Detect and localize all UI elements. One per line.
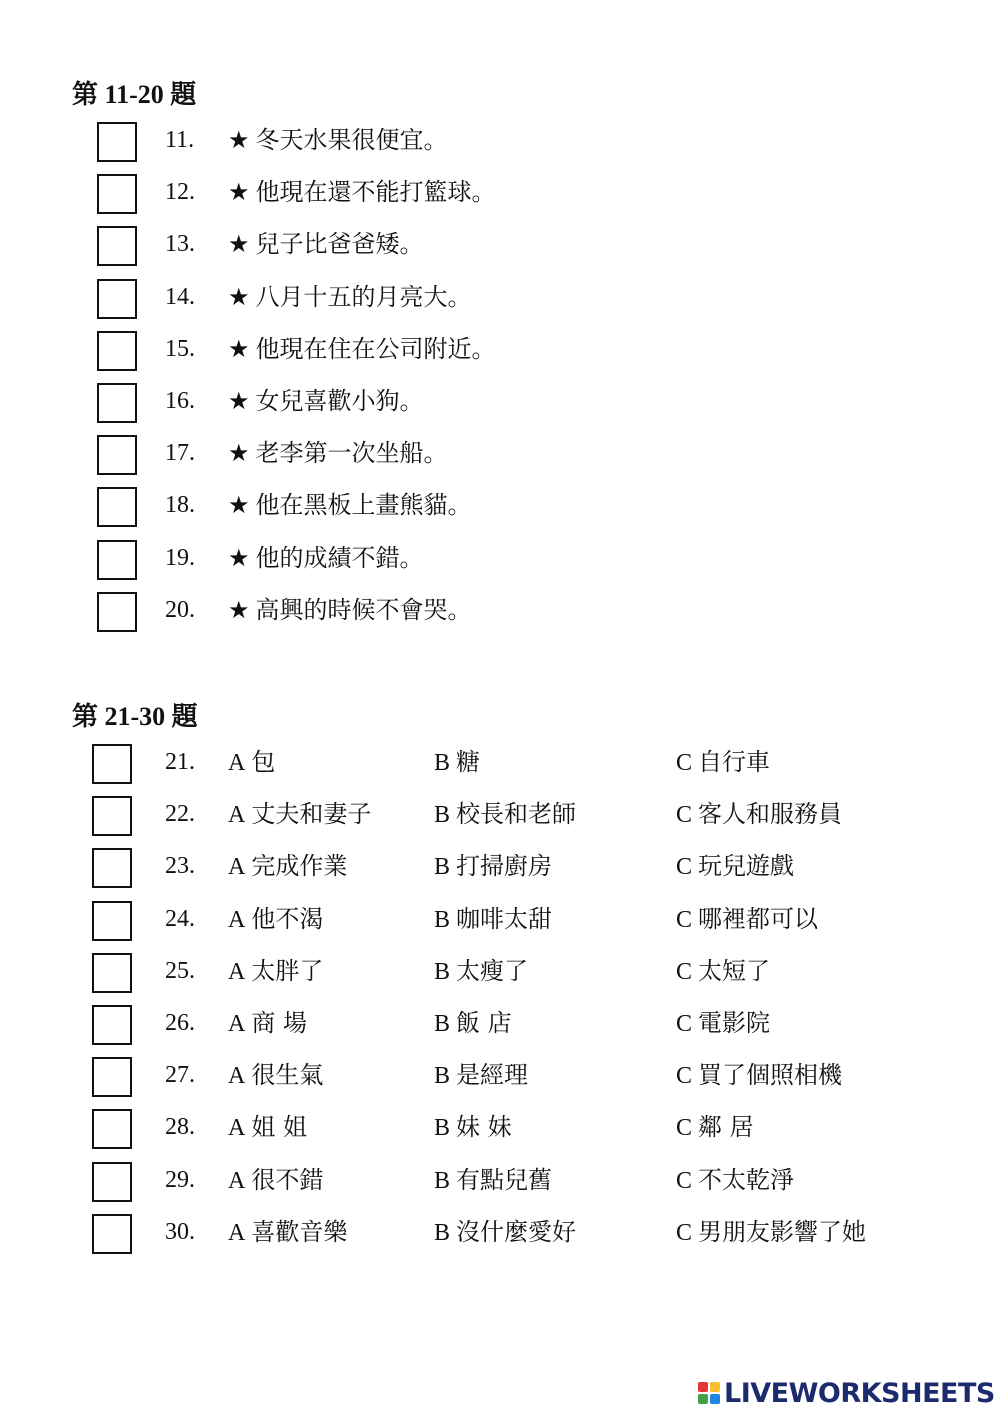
logo-square-blue xyxy=(710,1394,720,1404)
section-1-heading: 第 11-20 題 xyxy=(72,80,197,109)
option-text: 男朋友影響了她 xyxy=(698,1217,867,1246)
option-b xyxy=(434,744,480,781)
option-text: 喜歡音樂 xyxy=(251,1217,348,1246)
option-text: 是經理 xyxy=(456,1061,529,1090)
statement-row xyxy=(0,540,1000,592)
option-b xyxy=(434,1057,528,1094)
statement xyxy=(228,279,472,315)
answer-box[interactable] xyxy=(97,331,137,371)
statement-text: 兒子比爸爸矮。 xyxy=(255,230,424,259)
option-letter: C xyxy=(676,1167,693,1194)
question-number: 25. xyxy=(165,957,195,984)
star-icon: ★ xyxy=(228,543,250,572)
option-b xyxy=(434,1162,552,1199)
answer-box[interactable] xyxy=(97,279,137,319)
choice-row xyxy=(0,848,1000,900)
option-text: 咖啡太甜 xyxy=(456,904,553,933)
star-icon: ★ xyxy=(228,595,250,624)
option-text: 糖 xyxy=(456,748,481,776)
answer-box[interactable] xyxy=(97,122,137,162)
option-letter: B xyxy=(434,1011,451,1037)
option-a xyxy=(228,901,323,938)
statement xyxy=(228,540,424,576)
statement-row xyxy=(0,331,1000,383)
question-number: 21. xyxy=(165,749,195,775)
statement xyxy=(228,174,496,210)
option-c xyxy=(676,901,818,938)
option-letter: B xyxy=(434,1219,451,1246)
star-icon: ★ xyxy=(228,126,250,154)
option-text: 姐 姐 xyxy=(251,1113,307,1142)
option-text: 打掃廚房 xyxy=(456,852,553,881)
option-letter: A xyxy=(228,1011,246,1037)
option-letter: C xyxy=(676,750,693,776)
option-letter: A xyxy=(228,1167,246,1194)
statement xyxy=(228,226,424,262)
answer-box[interactable] xyxy=(97,174,137,214)
star-icon: ★ xyxy=(228,387,250,415)
question-number: 30. xyxy=(165,1218,195,1245)
option-c xyxy=(676,953,770,990)
choice-row xyxy=(0,1162,1000,1214)
star-icon: ★ xyxy=(228,334,250,363)
option-text: 鄰 居 xyxy=(698,1113,754,1142)
logo-square-yellow xyxy=(710,1382,720,1392)
answer-box[interactable] xyxy=(97,435,137,475)
statement xyxy=(228,435,448,471)
option-text: 完成作業 xyxy=(251,852,348,881)
option-b xyxy=(434,1214,576,1251)
choice-row xyxy=(0,1057,1000,1109)
statement-text: 他在黑板上畫熊貓。 xyxy=(255,491,472,520)
question-number: 26. xyxy=(165,1010,195,1036)
statement-text: 他現在還不能打籃球。 xyxy=(255,178,496,207)
option-letter: B xyxy=(434,802,451,829)
option-c xyxy=(676,744,770,781)
option-letter: C xyxy=(676,906,693,933)
option-letter: B xyxy=(434,750,451,776)
answer-box[interactable] xyxy=(92,796,132,836)
statement-row xyxy=(0,592,1000,644)
statement xyxy=(228,487,472,523)
answer-box[interactable] xyxy=(97,592,137,632)
option-text: 玩兒遊戲 xyxy=(698,852,795,881)
option-c xyxy=(676,796,842,833)
question-number: 19. xyxy=(165,544,195,571)
statement-text: 冬天水果很便宜。 xyxy=(255,126,448,154)
option-a xyxy=(228,848,347,885)
option-letter: C xyxy=(676,1063,693,1090)
answer-box[interactable] xyxy=(97,540,137,580)
option-text: 校長和老師 xyxy=(456,800,577,829)
option-letter: A xyxy=(228,958,246,985)
option-letter: B xyxy=(434,854,451,881)
option-c xyxy=(676,1005,770,1042)
option-a xyxy=(228,1162,323,1199)
option-letter: A xyxy=(228,1219,246,1246)
answer-box[interactable] xyxy=(92,1162,132,1202)
answer-box[interactable] xyxy=(92,953,132,993)
question-number: 18. xyxy=(165,492,195,519)
option-a xyxy=(228,953,323,990)
option-letter: C xyxy=(676,802,693,829)
statement-text: 他現在住在公司附近。 xyxy=(255,334,496,363)
option-letter: B xyxy=(434,1115,451,1142)
statement-row xyxy=(0,487,1000,539)
question-number: 11. xyxy=(165,127,195,153)
option-letter: B xyxy=(434,1167,451,1194)
statement-row xyxy=(0,383,1000,435)
answer-box[interactable] xyxy=(92,848,132,888)
logo-square-red xyxy=(698,1382,708,1392)
star-icon: ★ xyxy=(228,491,250,520)
choice-row xyxy=(0,744,1000,796)
option-text: 不太乾淨 xyxy=(698,1165,795,1194)
option-a xyxy=(228,796,371,833)
option-c xyxy=(676,1057,842,1094)
option-a xyxy=(228,1005,307,1042)
star-icon: ★ xyxy=(228,282,250,311)
option-letter: A xyxy=(228,854,246,881)
option-text: 沒什麼愛好 xyxy=(456,1217,577,1246)
option-letter: C xyxy=(676,1219,693,1246)
option-letter: A xyxy=(228,750,246,776)
logo-square-green xyxy=(698,1394,708,1404)
option-letter: A xyxy=(228,802,246,829)
answer-box[interactable] xyxy=(92,1214,132,1254)
question-number: 14. xyxy=(165,283,195,310)
question-number: 28. xyxy=(165,1114,195,1141)
option-letter: C xyxy=(676,1011,693,1037)
option-text: 太瘦了 xyxy=(456,956,529,985)
option-text: 很不錯 xyxy=(251,1165,324,1194)
option-letter: C xyxy=(676,854,693,881)
question-number: 16. xyxy=(165,388,195,414)
answer-box[interactable] xyxy=(92,744,132,784)
question-number: 17. xyxy=(165,440,195,467)
option-b xyxy=(434,901,552,938)
choice-row xyxy=(0,796,1000,848)
answer-box[interactable] xyxy=(92,1109,132,1149)
option-text: 客人和服務員 xyxy=(698,800,843,829)
answer-box[interactable] xyxy=(97,487,137,527)
option-text: 妹 妹 xyxy=(456,1113,512,1142)
statement xyxy=(228,122,448,158)
statement-text: 高興的時候不會哭。 xyxy=(255,595,472,624)
question-number: 15. xyxy=(165,335,195,362)
option-letter: A xyxy=(228,906,246,933)
option-letter: C xyxy=(676,1115,693,1142)
answer-box[interactable] xyxy=(92,1005,132,1045)
choice-row xyxy=(0,1214,1000,1266)
star-icon: ★ xyxy=(228,230,250,259)
statement-text: 女兒喜歡小狗。 xyxy=(255,387,424,415)
question-number: 24. xyxy=(165,905,195,932)
statement-text: 老李第一次坐船。 xyxy=(255,439,448,468)
statement xyxy=(228,383,424,419)
option-text: 飯 店 xyxy=(456,1009,512,1037)
statement xyxy=(228,331,496,367)
option-a xyxy=(228,1057,323,1094)
answer-box[interactable] xyxy=(92,1057,132,1097)
liveworksheets-logo-icon xyxy=(698,1382,720,1404)
question-number: 23. xyxy=(165,853,195,880)
option-a xyxy=(228,744,275,781)
statement-text: 他的成績不錯。 xyxy=(255,543,424,572)
option-text: 太短了 xyxy=(698,956,771,985)
option-text: 商 場 xyxy=(251,1009,307,1037)
option-letter: B xyxy=(434,958,451,985)
statement-row xyxy=(0,122,1000,174)
option-text: 有點兒舊 xyxy=(456,1165,553,1194)
option-c xyxy=(676,1109,754,1146)
liveworksheets-logo-text: LIVEWORKSHEETS xyxy=(724,1377,995,1409)
question-number: 27. xyxy=(165,1062,195,1089)
option-b xyxy=(434,953,528,990)
answer-box[interactable] xyxy=(97,226,137,266)
option-text: 丈夫和妻子 xyxy=(251,800,372,829)
option-letter: B xyxy=(434,1063,451,1090)
option-text: 太胖了 xyxy=(251,956,324,985)
statement-row xyxy=(0,226,1000,278)
option-c xyxy=(676,1214,866,1251)
option-text: 買了個照相機 xyxy=(698,1061,843,1090)
option-letter: A xyxy=(228,1063,246,1090)
answer-box[interactable] xyxy=(97,383,137,423)
question-number: 12. xyxy=(165,179,195,206)
choice-row xyxy=(0,953,1000,1005)
question-number: 20. xyxy=(165,596,195,623)
star-icon: ★ xyxy=(228,178,250,207)
option-text: 很生氣 xyxy=(251,1061,324,1090)
choice-row xyxy=(0,901,1000,953)
option-text: 哪裡都可以 xyxy=(698,904,819,933)
option-text: 電影院 xyxy=(698,1009,771,1037)
option-text: 自行車 xyxy=(698,748,771,776)
option-b xyxy=(434,848,552,885)
section-2-heading: 第 21-30 題 xyxy=(72,702,198,731)
option-c xyxy=(676,1162,794,1199)
option-text: 他不渴 xyxy=(251,904,324,933)
option-letter: A xyxy=(228,1115,246,1142)
question-number: 22. xyxy=(165,801,195,828)
answer-box[interactable] xyxy=(92,901,132,941)
choice-row xyxy=(0,1005,1000,1057)
option-letter: B xyxy=(434,906,451,933)
statement-row xyxy=(0,435,1000,487)
option-b xyxy=(434,796,576,833)
star-icon: ★ xyxy=(228,439,250,468)
statement-text: 八月十五的月亮大。 xyxy=(255,282,472,311)
option-text: 包 xyxy=(251,748,276,776)
statement-row xyxy=(0,174,1000,226)
option-b xyxy=(434,1109,512,1146)
option-b xyxy=(434,1005,512,1042)
statement xyxy=(228,592,472,628)
question-number: 13. xyxy=(165,231,195,258)
option-a xyxy=(228,1109,307,1146)
option-c xyxy=(676,848,794,885)
statement-row xyxy=(0,279,1000,331)
question-number: 29. xyxy=(165,1166,195,1193)
choice-row xyxy=(0,1109,1000,1161)
option-letter: C xyxy=(676,958,693,985)
option-a xyxy=(228,1214,347,1251)
liveworksheets-logo xyxy=(698,1376,995,1410)
